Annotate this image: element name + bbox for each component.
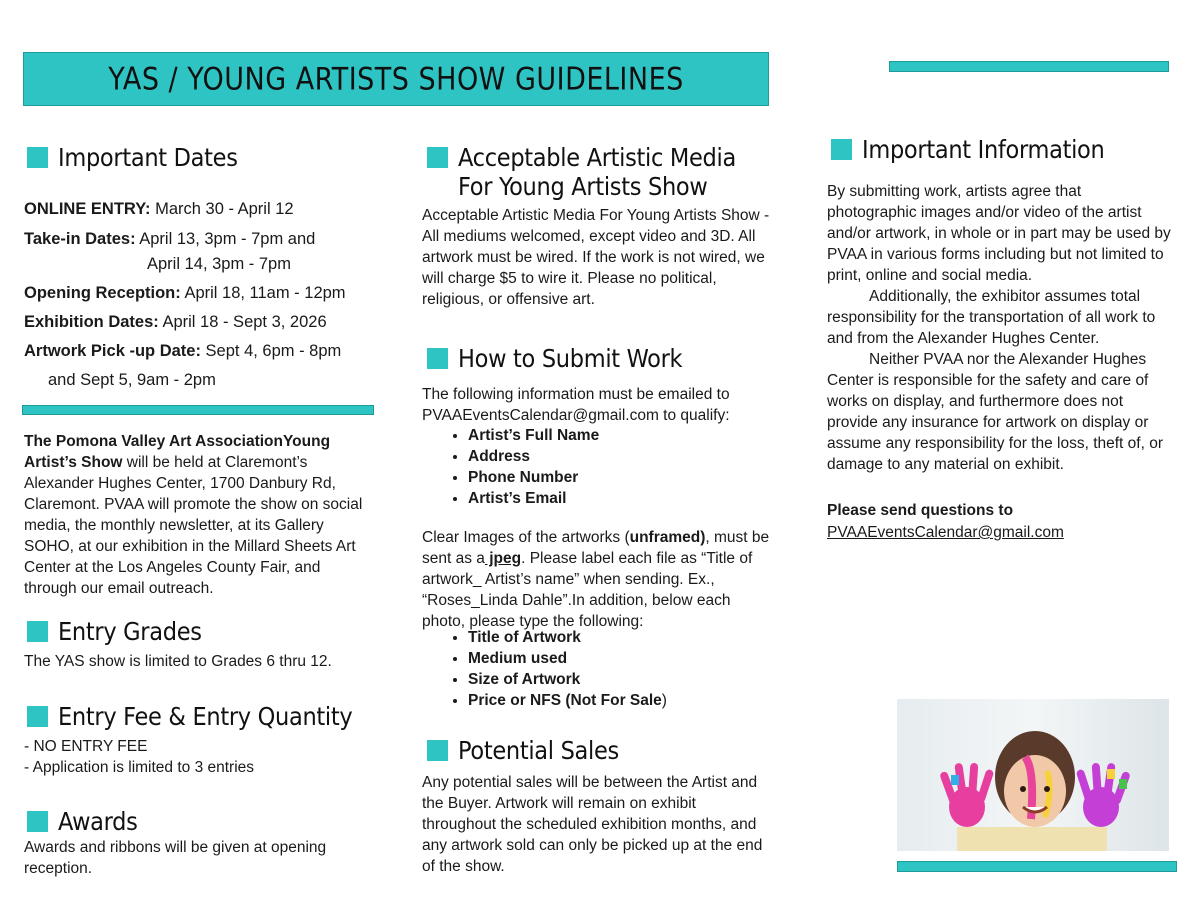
sales-heading: Potential Sales (427, 736, 619, 765)
bottom-right-divider (897, 861, 1177, 872)
awards-heading: Awards (27, 807, 138, 836)
submit-intro: The following information must be emailed to PVAAEventsCalendar@gmail.com to qualify: (422, 386, 730, 424)
square-bullet-icon (831, 139, 852, 160)
list-item: • Title of Artwork (468, 627, 788, 648)
list-item: • Medium used (468, 648, 788, 669)
media-heading: Acceptable Artistic Media For Young Artists Show (427, 143, 736, 201)
entry-fee-line-1: - NO ENTRY FEE (24, 738, 148, 755)
entry-grades-text: The YAS show is limited to Grades 6 thru 12. (24, 653, 332, 670)
top-right-divider (889, 61, 1169, 72)
takein-row: Take-in Dates: April 13, 3pm - 7pm and (24, 230, 316, 248)
pickup-row-2: and Sept 5, 9am - 2pm (48, 371, 216, 389)
questions-label: Please send questions to (827, 502, 1014, 519)
important-dates-list (24, 195, 384, 395)
square-bullet-icon (27, 147, 48, 168)
square-bullet-icon (427, 740, 448, 761)
info-heading: Important Information (831, 135, 1104, 164)
square-bullet-icon (27, 706, 48, 727)
awards-text: Awards and ribbons will be given at opening reception. (24, 839, 327, 877)
exhibition-row: Exhibition Dates: April 18 - Sept 3, 2026 (24, 313, 327, 331)
entry-fee-heading: Entry Fee & Entry Quantity (27, 702, 352, 731)
square-bullet-icon (27, 621, 48, 642)
child-painted-hands-photo (897, 699, 1169, 851)
column1-divider (22, 405, 374, 415)
photo-illustration (897, 699, 1169, 851)
submit-required-list (422, 425, 788, 509)
list-item: • Size of Artwork (468, 669, 788, 690)
media-text: Acceptable Artistic Media For Young Artists Show - All mediums welcomed, except video and 3D. All artwork must be wired. If the work is not wired, we will charge $5 to wire it. Please no political, religious, or offensive art. (422, 207, 770, 308)
title-banner (23, 52, 769, 106)
list-item: • Price or NFS (Not For Sale) (468, 690, 788, 711)
info-text: By submitting work, artists agree that photographic images and/or video of the artist and/or artwork, in whole or in part may be used by PVAA in various forms including but not limited to print, online and social media. Additionally, the exhibitor assumes total responsibility for the transportation of all work to and from the Alexander Hughes Center. Neither PVAA nor the Alexander Hughes Center is responsible for the safety and care of works on display, and furthermore does not provide any insurance for artwork on display or assume any responsibility for the loss, theft of, or damage to any material on exhibit. (827, 183, 1171, 473)
list-item: • Phone Number (468, 467, 788, 488)
entry-grades-heading: Entry Grades (27, 617, 202, 646)
contact-email-link[interactable]: PVAAEventsCalendar@gmail.com (827, 524, 1064, 541)
submit-images-text: Clear Images of the artworks (unframed), must be sent as a jpeg. Please label each file as “Title of artwork_ Artist’s name” when sending. Ex., “Roses_Linda Dahle”.In addition, below each photo, please type the following: (422, 529, 770, 630)
online-entry-row: ONLINE ENTRY: March 30 - April 12 (24, 200, 294, 218)
square-bullet-icon (27, 811, 48, 832)
square-bullet-icon (427, 348, 448, 369)
intro-paragraph: The Pomona Valley Art AssociationYoung Artist’s Show will be held at Claremont’s Alexander Hughes Center, 1700 Danbury Rd, Claremont. PVAA will promote the show on social media, the monthly newsletter, at its Gallery SOHO, at our exhibition in the Millard Sheets Art Center at the Los Angeles County Fair, and through our email outreach. (24, 433, 363, 597)
pickup-row: Artwork Pick -up Date: Sept 4, 6pm - 8pm (24, 342, 342, 360)
sales-text: Any potential sales will be between the Artist and the Buyer. Artwork will remain on exhibit throughout the scheduled exhibition months, and any artwork sold can only be picked up at the end of the show. (422, 774, 763, 875)
list-item: • Address (468, 446, 788, 467)
important-dates-heading: Important Dates (27, 143, 238, 172)
list-item: • Artist’s Full Name (468, 425, 788, 446)
page-title: YAS / YOUNG ARTISTS SHOW GUIDELINES (108, 60, 684, 98)
square-bullet-icon (427, 147, 448, 168)
submit-photo-label-list (422, 627, 788, 711)
submit-heading: How to Submit Work (427, 344, 682, 373)
list-item: • Artist’s Email (468, 488, 788, 509)
opening-row: Opening Reception: April 18, 11am - 12pm (24, 284, 346, 302)
takein-row-2: April 14, 3pm - 7pm (147, 255, 291, 273)
entry-fee-line-2: - Application is limited to 3 entries (24, 759, 255, 776)
